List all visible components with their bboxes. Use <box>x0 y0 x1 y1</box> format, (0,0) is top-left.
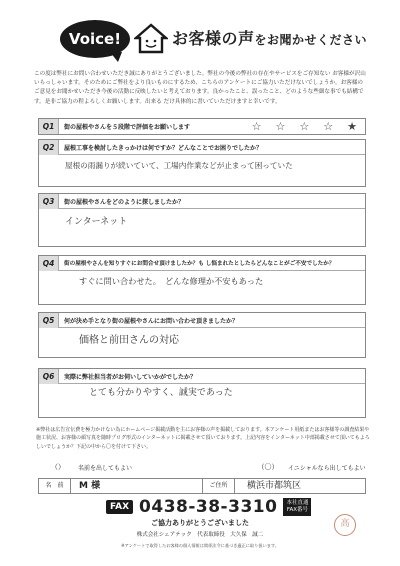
rating-stars[interactable] <box>252 120 365 133</box>
voice-bubble-tail <box>110 52 122 62</box>
customer-info-table <box>38 478 366 494</box>
question-number: Q4 <box>39 256 59 271</box>
fax-badge: FAX <box>106 500 133 514</box>
question-1 <box>38 118 366 135</box>
question-text: 街の屋根やさんをどのように探しましたか？ <box>64 198 185 206</box>
star-icon[interactable]: ☆ <box>251 120 262 133</box>
question-number: Q3 <box>39 194 59 209</box>
answer-text: とても分かりやすく、誠実であった <box>89 388 233 398</box>
question-6 <box>38 368 366 418</box>
question-text: 街の屋根やさんを知りすぐにお問合せ頂けましたか？も し悩まれたとしたらどんなことがご不安でしたか？ <box>64 261 335 267</box>
star-filled-icon[interactable]: ★ <box>347 120 357 133</box>
seal-stamp: 高 <box>334 514 356 536</box>
voice-bubble: Voice! <box>60 20 130 58</box>
address-value[interactable]: 横浜市都筑区 <box>247 481 302 491</box>
option-label-full-name: 名前を出してもよい <box>78 464 133 472</box>
question-text: 何が決め手となり街の屋根やさんにお問い合わせ頂きましたか？ <box>64 317 239 325</box>
thanks-message: ご協力ありがとうございました <box>151 519 249 527</box>
star-icon[interactable]: ☆ <box>323 120 334 133</box>
page-title: お客様の声をお聞かせください <box>172 29 368 48</box>
question-number: Q6 <box>39 369 59 384</box>
answer-text: インターネット <box>65 217 128 227</box>
question-text: 街の屋根やさんを５段階で評価をお願いします <box>64 124 191 131</box>
address-label: ご住所 <box>203 479 235 493</box>
answer-text: 屋根の雨漏りが続いていて、工場内作業などが止まって困っていた <box>65 161 293 170</box>
privacy-notice: ※アンケートで取得したお客様の個人情報は関係法令に基づき適正に取り扱います。 <box>121 543 279 548</box>
question-number: Q2 <box>39 140 59 155</box>
company-name: 株式会社シェアテック 代表取締役 大久保 誠二 <box>136 532 264 538</box>
house-icon <box>134 22 168 56</box>
name-value[interactable]: M 様 <box>71 479 203 493</box>
question-number: Q1 <box>39 119 59 134</box>
name-label: 名 前 <box>39 479 71 493</box>
answer-text: 価格と前田さんの対応 <box>79 335 179 346</box>
footnote: ※弊社は広告宣伝費を極力かけない為にホームページ掲載活動を主にお客様の声を掲載しております。本アンケート用紙またはお客様等の調査結果や施工状況、お客様の顔写真を随時プログ形式のインターネットに掲載させて頂いております。上記内容をインターネット中部掲載させて頂いてもよろしいでしょうか？下記の中から〇を付けて下さい。 <box>36 427 370 450</box>
star-icon[interactable]: ☆ <box>275 120 286 133</box>
header <box>60 14 368 68</box>
question-5 <box>38 312 366 358</box>
question-text: 屋根工事を検討したきっかけは何ですか？どんなことでお困りでしたか？ <box>64 144 263 152</box>
intro-text: この度は弊社にお問い合わせいただき誠にありがとうございました。弊社の今後の弊社の存在やサービスをご存知ない お客様が沢山いらっしゃいます。そのためにご弊社をより良いものにするため、こちらのアンケートにご協力いただけないでしょうか。お客様のご意見をお聞かせいただき今後の活動に反映したいと考えております。良かったこと、誤ったこと、どのような些細な事でも結構です。是非ご協力の程よろしくお願いします。出来る だけ具体的に書いていただけますと幸いです。 <box>34 71 366 105</box>
question-3 <box>38 193 366 247</box>
option-label-initials: イニシャルなら出してもよい <box>288 464 366 472</box>
answer-text: すぐに問い合わせた。 どんな修理か不安もあった <box>79 276 264 286</box>
name-consent-options <box>38 462 366 472</box>
fax-direct-label: 本社直通 FAX番号 <box>283 498 311 516</box>
fax-row <box>106 497 311 517</box>
question-2 <box>38 139 366 187</box>
star-icon[interactable]: ☆ <box>299 120 310 133</box>
option-paren[interactable]: （） <box>51 463 65 471</box>
fax-number: 0438-38-3310 <box>139 497 278 517</box>
question-number: Q5 <box>39 313 59 328</box>
option-paren[interactable]: （〇） <box>257 463 279 471</box>
question-text: 実際に弊社担当者がお伺いしていかがでしたか？ <box>64 373 197 381</box>
question-4 <box>38 255 366 305</box>
